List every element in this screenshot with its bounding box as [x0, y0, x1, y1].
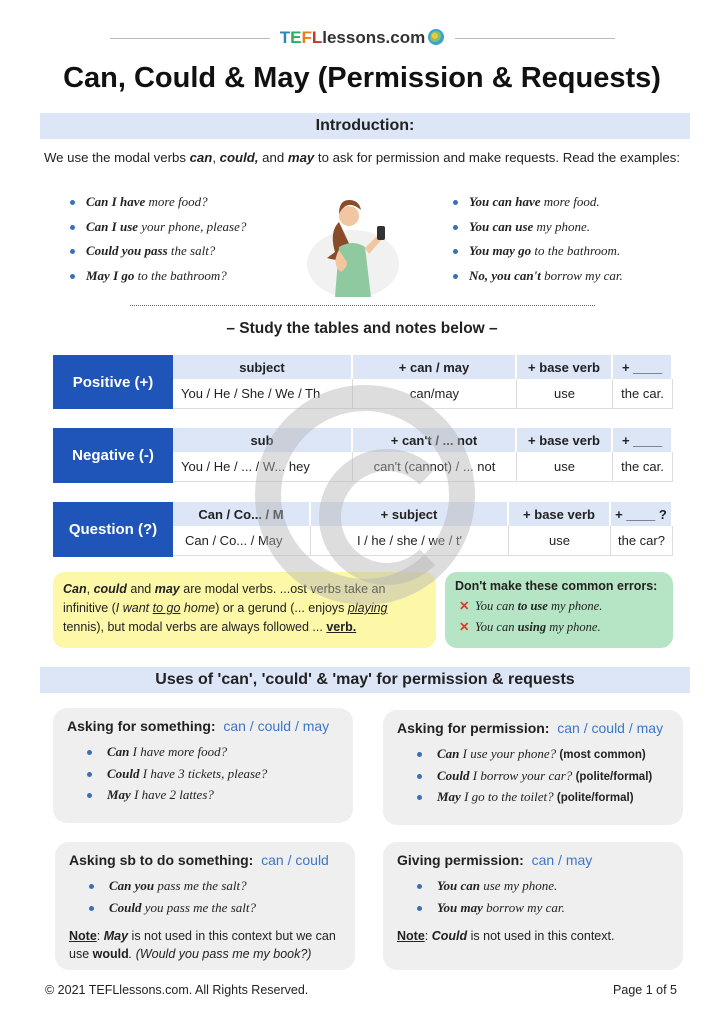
woman-with-phone-illustration: [303, 192, 403, 297]
common-errors-note: [445, 572, 673, 648]
intro-heading: Introduction:: [40, 113, 690, 139]
card-title: Giving permission: can / may: [397, 852, 593, 868]
table-cell: + can / may: [353, 355, 517, 379]
card-note: Note: Could is not used in this context.: [397, 929, 615, 943]
table-cell: subject: [173, 355, 353, 379]
list-item: Can I use your phone? (most common): [417, 746, 669, 768]
divider: [130, 305, 595, 306]
list-item: You may go to the bathroom.: [453, 243, 623, 268]
cross-icon: ✕: [459, 599, 470, 613]
positive-header-row: [173, 355, 673, 379]
positive-label: Positive (+): [53, 355, 173, 409]
list-item: May I have 2 lattes?: [87, 787, 339, 809]
footer-page-number: Page 1 of 5: [613, 983, 677, 997]
error-item: ✕ You can using my phone.: [459, 620, 601, 634]
table-cell: use: [509, 526, 611, 556]
card-asking-sb-to-do: [55, 842, 355, 970]
table-cell: + ____: [613, 428, 673, 452]
table-cell: + subject: [311, 502, 509, 526]
list-item: Could you pass me the salt?: [89, 900, 341, 922]
globe-icon: [428, 29, 444, 45]
table-cell: + ____ ?: [611, 502, 673, 526]
copyright-watermark-icon: [255, 385, 475, 605]
brand-logo: TEFLlessons.com: [0, 28, 724, 48]
list-item: Could you pass the salt?: [70, 243, 246, 268]
table-cell: the car?: [611, 526, 673, 556]
table-cell: + base verb: [517, 355, 613, 379]
table-cell: You / He / She / We / Th: [173, 379, 353, 409]
card-note: Note: May is not used in this context but we can use would. (Would you pass me my book?): [69, 929, 336, 961]
list-item: May I go to the toilet? (polite/formal): [417, 789, 669, 811]
list-item: You may borrow my car.: [417, 900, 669, 922]
list-item: Could I borrow your car? (polite/formal): [417, 768, 669, 790]
table-cell: Can / Co... / M: [173, 502, 311, 526]
table-cell: the car.: [613, 452, 673, 482]
list-item: You can use my phone.: [453, 219, 623, 244]
list-item: Could I have 3 tickets, please?: [87, 766, 339, 788]
list-item: Can I have more food?: [87, 744, 339, 766]
table-cell: can/may: [353, 379, 517, 409]
list-item: No, you can't borrow my car.: [453, 268, 623, 293]
card-title: Asking sb to do something: can / could: [69, 852, 329, 868]
list-item: You can use my phone.: [417, 878, 669, 900]
study-heading: – Study the tables and notes below –: [226, 320, 498, 337]
table-cell: + can't / ... not: [353, 428, 517, 452]
list-item: May I go to the bathroom?: [70, 268, 246, 293]
card-asking-for-something: [53, 708, 353, 823]
table-cell: use: [517, 379, 613, 409]
card-title: Asking for something: can / could / may: [67, 718, 330, 734]
negative-label: Negative (-): [53, 428, 173, 483]
error-item: ✕ You can to use my phone.: [459, 599, 603, 613]
table-cell: + ____: [613, 355, 673, 379]
table-cell: + base verb: [509, 502, 611, 526]
modal-verb-note: Can, could and may are modal verbs. ...ost verbs take an infinitive (I want to go home) or a gerund (... enjoys playing tennis), but modal verbs are always followed ... verb.: [53, 572, 436, 648]
card-title: Asking for permission: can / could / may: [397, 720, 664, 736]
cross-icon: ✕: [459, 620, 470, 634]
table-cell: Can / Co... / May: [173, 526, 311, 556]
errors-heading: Don't make these common errors:: [455, 579, 658, 593]
card-giving-permission: [383, 842, 683, 970]
question-label: Question (?): [53, 502, 173, 557]
example-questions: [70, 194, 246, 292]
uses-heading: Uses of 'can', 'could' & 'may' for permission & requests: [40, 667, 690, 693]
example-answers: [453, 194, 623, 292]
list-item: You can have more food.: [453, 194, 623, 219]
list-item: Can I have more food?: [70, 194, 246, 219]
list-item: Can I use your phone, please?: [70, 219, 246, 244]
list-item: Can you pass me the salt?: [89, 878, 341, 900]
table-cell: I / he / she / we / t': [311, 526, 509, 556]
page-title: Can, Could & May (Permission & Requests): [63, 62, 661, 94]
footer-copyright: © 2021 TEFLlessons.com. All Rights Reserved.: [45, 983, 309, 997]
table-cell: + base verb: [517, 428, 613, 452]
intro-text: We use the modal verbs can, could, and may to ask for permission and make requests. Read the examples:: [43, 150, 681, 165]
table-cell: the car.: [613, 379, 673, 409]
table-cell: sub: [173, 428, 353, 452]
table-cell: You / He / ... / W... hey: [173, 452, 353, 482]
card-asking-for-permission: [383, 710, 683, 825]
table-cell: use: [517, 452, 613, 482]
table-cell: can't (cannot) / ... not: [353, 452, 517, 482]
